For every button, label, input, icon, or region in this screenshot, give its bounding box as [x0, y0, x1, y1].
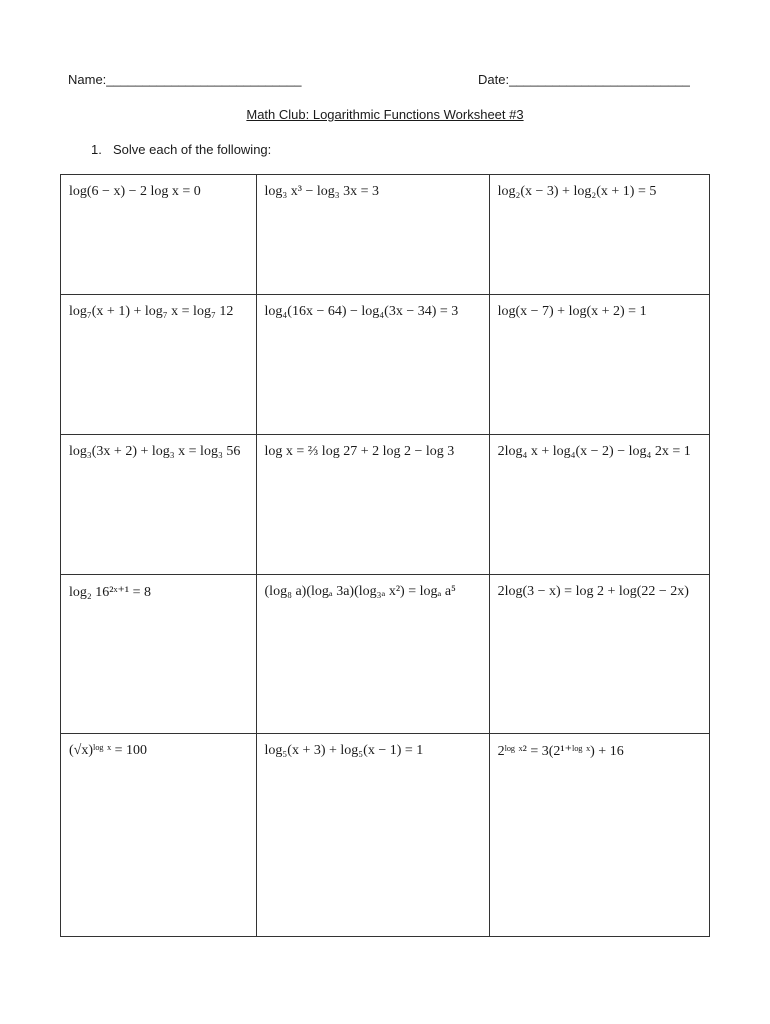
problem-cell[interactable] [489, 175, 709, 295]
problem-cell[interactable] [61, 175, 257, 295]
equation: log(6 − x) − 2 log x = 0 [69, 184, 201, 199]
problem-row [61, 734, 710, 937]
problem-cell[interactable] [256, 575, 489, 734]
equation: 2ˡᵒᵍ ˣ² = 3(2¹⁺ˡᵒᵍ ˣ) + 16 [497, 744, 624, 759]
equation: log₃ x³ − log₃ 3x = 3 [264, 184, 380, 199]
problem-row [61, 575, 710, 734]
instructions [91, 142, 271, 157]
problem-cell[interactable] [256, 295, 489, 435]
equation: log x = ⅔ log 27 + 2 log 2 − log 3 [264, 444, 455, 459]
question-number: 1. [91, 142, 102, 157]
problem-cell[interactable] [489, 435, 709, 575]
problem-row [61, 435, 710, 575]
worksheet-title: Math Club: Logarithmic Functions Worksheet #3 [246, 107, 524, 122]
problem-cell[interactable] [256, 435, 489, 575]
problem-cell[interactable] [489, 295, 709, 435]
problem-cell[interactable] [61, 435, 257, 575]
equation: log₂ 16²ˣ⁺¹ = 8 [69, 585, 151, 600]
problem-cell[interactable] [61, 295, 257, 435]
problem-row [61, 175, 710, 295]
equation: (√x)ˡᵒᵍ ˣ = 100 [69, 743, 148, 758]
problem-cell[interactable] [489, 575, 709, 734]
date-field-label: Date:_________________________ [478, 72, 690, 87]
equation: log₇(x + 1) + log₇ x = log₇ 12 [69, 304, 234, 319]
problem-cell[interactable] [256, 734, 489, 937]
equation: log₄(16x − 64) − log₄(3x − 34) = 3 [264, 304, 459, 319]
problem-row [61, 295, 710, 435]
problem-cell[interactable] [61, 575, 257, 734]
problem-grid [60, 174, 710, 937]
equation: log₅(x + 3) + log₅(x − 1) = 1 [264, 743, 424, 758]
problem-cell[interactable] [489, 734, 709, 937]
problem-cell[interactable] [256, 175, 489, 295]
name-field-label: Name:___________________________ [68, 72, 302, 87]
equation: log₂(x − 3) + log₂(x + 1) = 5 [497, 184, 657, 199]
instructions-text: Solve each of the following: [113, 142, 272, 157]
equation: log₃(3x + 2) + log₃ x = log₃ 56 [69, 444, 241, 459]
problem-cell[interactable] [61, 734, 257, 937]
equation: (log₈ a)(logₐ 3a)(log₃ₐ x²) = logₐ a⁵ [264, 584, 456, 599]
equation: 2log₄ x + log₄(x − 2) − log₄ 2x = 1 [497, 444, 691, 459]
equation: log(x − 7) + log(x + 2) = 1 [497, 304, 647, 319]
equation: 2log(3 − x) = log 2 + log(22 − 2x) [497, 584, 689, 599]
